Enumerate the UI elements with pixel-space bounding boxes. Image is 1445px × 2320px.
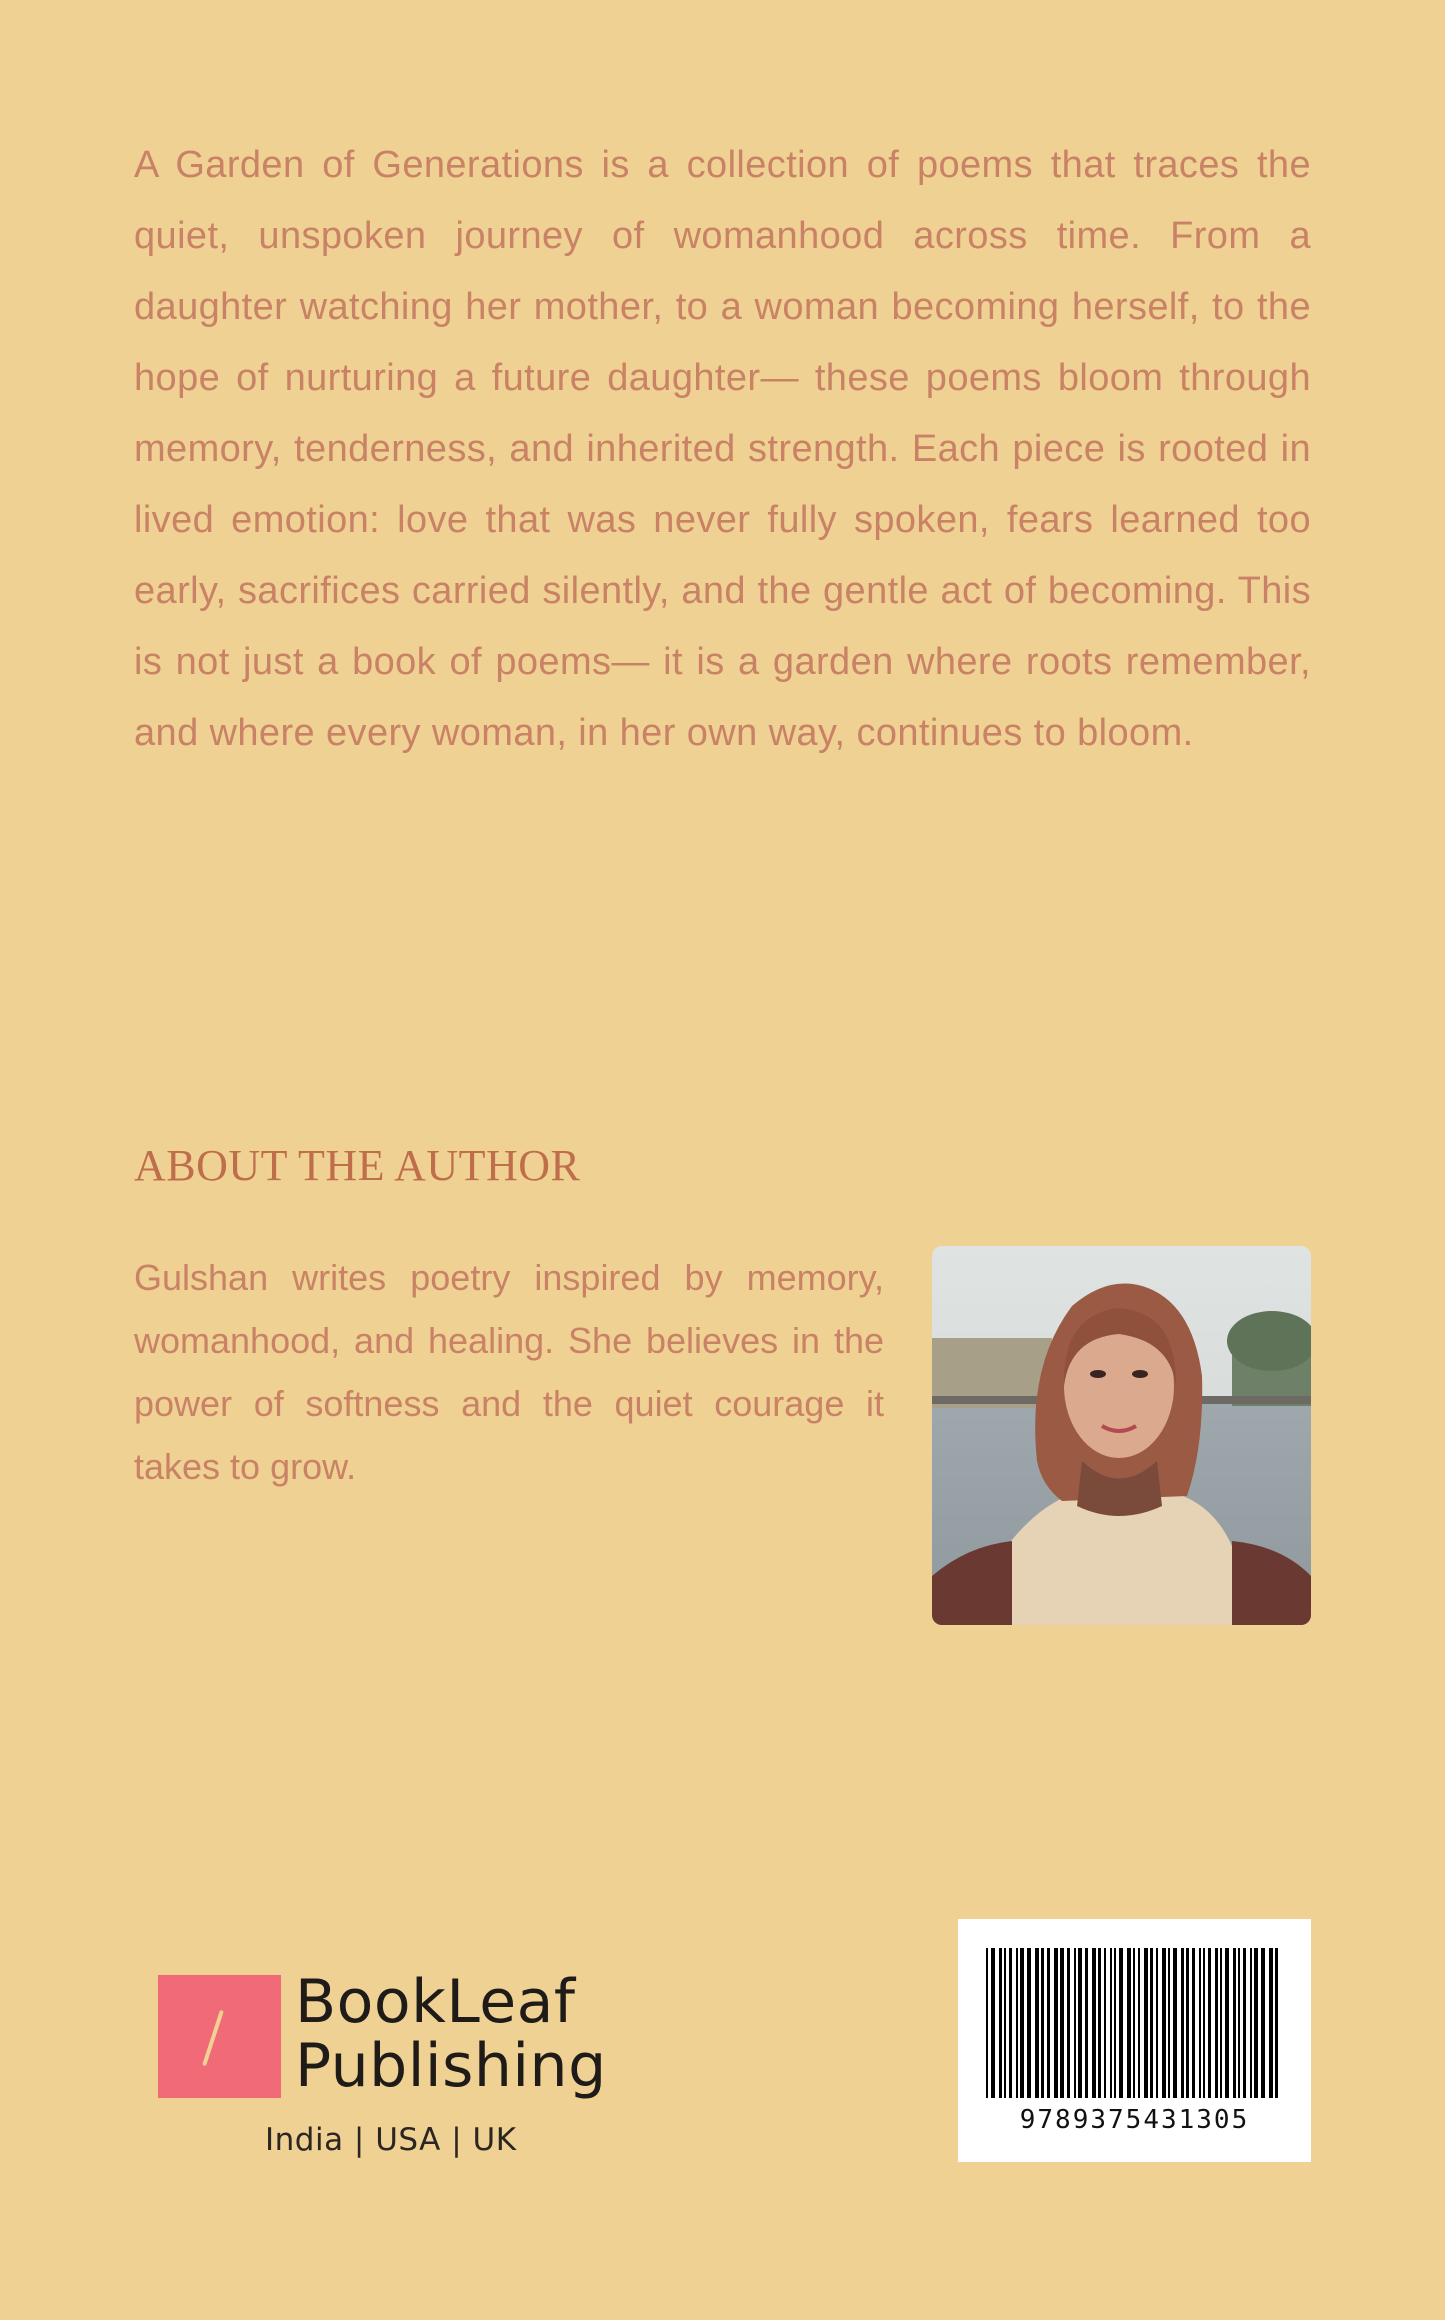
bookleaf-logo (158, 1967, 618, 2102)
publisher-name-line1: BookLeaf (295, 1967, 576, 2037)
about-author-heading: ABOUT THE AUTHOR (134, 1141, 581, 1190)
barcode-bars-icon (986, 1948, 1283, 2098)
logo-mark-icon (158, 1975, 281, 2098)
isbn-barcode (958, 1919, 1311, 2162)
author-photo (932, 1246, 1311, 1625)
publisher-name-line2: Publishing (295, 2031, 607, 2101)
author-bio: Gulshan writes poetry inspired by memory, womanhood, and healing. She believes in the power of softness and the quiet courage it takes to grow. (134, 1257, 884, 1487)
isbn-number: 9789375431305 (1019, 2105, 1250, 2135)
publisher-regions: India | USA | UK (265, 2122, 517, 2158)
back-cover-blurb: A Garden of Generations is a collection of poems that traces the quiet, unspoken journey of womanhood across time. From a daughter watching her mother, to a woman becoming herself, to the hope of nurturing a future daughter— these poems bloom through memory, tenderness, and inherited strength. Each piece is rooted in lived emotion: love that was never fully spoken, fears learned too early, sacrifices carried silently, and the gentle act of becoming. This is not just a book of poems— it is a garden where roots remember, and where every woman, in her own way, continues to bloom. (134, 144, 1311, 754)
logo-slash-icon (202, 2010, 224, 2066)
